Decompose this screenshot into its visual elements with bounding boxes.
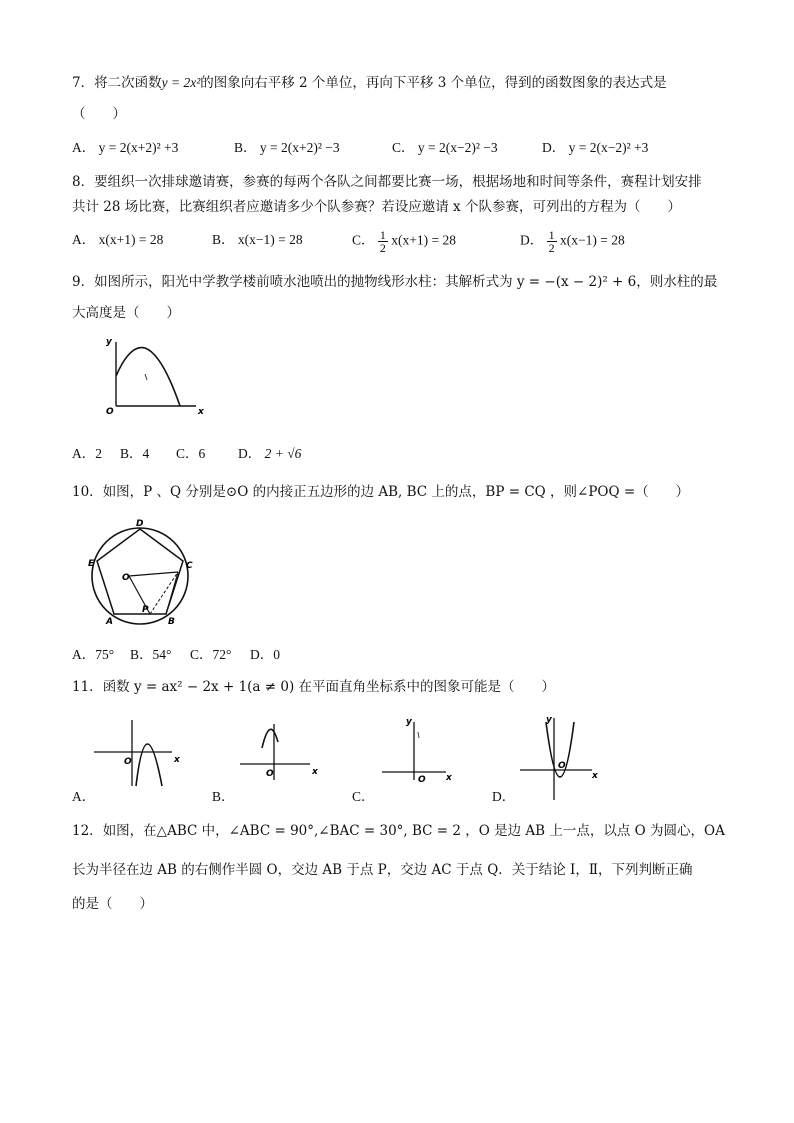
q7-number: 7． — [72, 75, 95, 91]
label-a: A — [106, 617, 113, 627]
q9-option-d-label: D． — [238, 446, 262, 461]
q9-option-a[interactable]: A．2 — [72, 446, 102, 461]
parabola-a — [136, 744, 162, 786]
question-7 — [72, 72, 732, 94]
q8-options — [72, 229, 732, 255]
fraction-denominator: 2 — [548, 241, 555, 255]
q8-option-c[interactable] — [352, 229, 456, 254]
q11-option-b[interactable]: B． — [212, 789, 235, 804]
circle-o — [92, 528, 188, 624]
q7-function: y = 2x² — [161, 75, 201, 90]
water-jet-curve — [116, 348, 180, 406]
label-c: C — [186, 561, 193, 571]
q12-line-1: 如图，在△ABC 中，∠ABC = 90°,∠BAC = 30°, BC = 2 ，O 是边 AB 上一点，以点 O 为圆心，OA — [102, 823, 725, 839]
q9-option-d[interactable] — [238, 443, 301, 465]
q7-text-b: 的图象向右平移 2 个单位，再向下平移 3 个单位，得到的函数图象的表达式是 — [200, 75, 667, 91]
origin-label: O — [418, 775, 426, 785]
q8-option-c-expr: x(x+1) = 28 — [391, 232, 456, 248]
q8-option-b[interactable]: B． x(x−1) = 28 — [212, 232, 303, 247]
q9-number: 9． — [72, 274, 95, 290]
q7-option-d[interactable]: D． y = 2(x−2)² +3 — [542, 140, 649, 155]
q9-option-d-expr: 2 + √6 — [264, 446, 302, 461]
q11-option-c[interactable]: C． — [352, 789, 375, 804]
x-label: x — [198, 407, 204, 417]
q12-line-2: 长为半径在边 AB 的右侧作半圆 O，交边 AB 于点 P，交边 AC 于点 Q．关于结论 Ⅰ，Ⅱ，下列判断正确 — [72, 862, 693, 878]
label-p: P — [142, 605, 149, 615]
y-label: y — [406, 717, 412, 727]
x-label: x — [174, 755, 180, 765]
label-b: B — [168, 617, 175, 627]
mark — [418, 732, 419, 738]
fraction-numerator: 1 — [379, 228, 386, 242]
x-label: x — [312, 767, 318, 777]
segment-oq — [129, 572, 178, 576]
q11-graph-c — [378, 716, 462, 785]
q8-line-1: 要组织一次排球邀请赛，参赛的每两个各队之间都要比赛一场，根据场地和时间等条件，赛程计划安排 — [94, 174, 702, 190]
q7-text-a: 将二次函数 — [94, 75, 162, 91]
segment-pq — [150, 572, 178, 614]
question-10 — [72, 481, 732, 503]
q10-option-a[interactable]: A．75° — [72, 647, 115, 662]
y-label: y — [546, 715, 552, 725]
q12-line-3: 的是（ ） — [72, 896, 153, 912]
origin-label: O — [106, 407, 114, 417]
q7-option-a[interactable]: A． y = 2(x+2)² +3 — [72, 140, 179, 155]
q11-graph-a — [92, 716, 184, 788]
q9-parabola-figure — [100, 334, 210, 419]
x-label: x — [592, 771, 598, 781]
q7-answer-paren: （ ） — [72, 106, 126, 122]
q10-pentagon-figure — [86, 519, 196, 629]
label-d: D — [136, 519, 144, 529]
q10-option-c[interactable]: C．72° — [190, 647, 232, 662]
mark — [145, 374, 147, 380]
q10-option-b[interactable]: B．54° — [130, 647, 172, 662]
q7-option-c[interactable]: C． y = 2(x−2)² −3 — [392, 140, 498, 155]
q11-text: 函数 y = ax² − 2x + 1(a ≠ 0) 在平面直角坐标系中的图象可能是（ ） — [102, 679, 556, 695]
q8-option-d[interactable] — [520, 229, 625, 254]
q8-option-d-label: D． — [520, 232, 544, 248]
q11-number: 11． — [72, 679, 103, 695]
x-label: x — [446, 773, 452, 783]
question-11 — [72, 676, 732, 698]
q9-option-b[interactable]: B．4 — [120, 446, 150, 461]
q9-option-c[interactable]: C．6 — [176, 446, 206, 461]
q10-option-d[interactable]: D．0 — [250, 647, 280, 662]
question-8 — [72, 171, 732, 193]
q8-option-c-label: C． — [352, 232, 375, 248]
q8-number: 8． — [72, 174, 95, 190]
question-9 — [72, 271, 732, 293]
q8-option-d-fraction — [547, 229, 557, 254]
origin-label: O — [124, 757, 132, 767]
q11-graph-b — [238, 716, 322, 782]
q9-line-2: 大高度是（ ） — [72, 305, 180, 321]
q9-line-1: 如图所示，阳光中学教学楼前喷水池喷出的抛物线形水柱：其解析式为 y = −(x − 2)² + 6，则水柱的最 — [94, 274, 718, 290]
q11-option-d[interactable]: D． — [492, 789, 516, 804]
y-label: y — [106, 337, 112, 347]
fraction-denominator: 2 — [379, 241, 386, 255]
q10-text: 如图，P 、Q 分别是⊙O 的内接正五边形的边 AB, BC 上的点，BP = CQ ，则∠POQ =（ ） — [102, 484, 690, 500]
q12-number: 12． — [72, 823, 103, 839]
q7-option-b[interactable]: B． y = 2(x+2)² −3 — [234, 140, 340, 155]
label-o: O — [122, 573, 130, 583]
parabola-b — [262, 729, 278, 748]
label-e: E — [88, 559, 95, 569]
q8-line-2: 共计 28 场比赛，比赛组织者应邀请多少个队参赛？若设应邀请 x 个队参赛，可列出的方程为（ ） — [72, 199, 681, 215]
q8-option-a[interactable]: A． x(x+1) = 28 — [72, 232, 164, 247]
question-12 — [72, 820, 732, 842]
q8-option-d-expr: x(x−1) = 28 — [560, 232, 625, 248]
origin-label: O — [558, 761, 566, 771]
q8-option-c-fraction — [378, 229, 388, 254]
q10-number: 10． — [72, 484, 103, 500]
q11-graph-d — [516, 712, 602, 802]
origin-label: O — [266, 769, 274, 779]
fraction-numerator: 1 — [548, 228, 555, 242]
q11-option-a[interactable]: A． — [72, 789, 96, 804]
